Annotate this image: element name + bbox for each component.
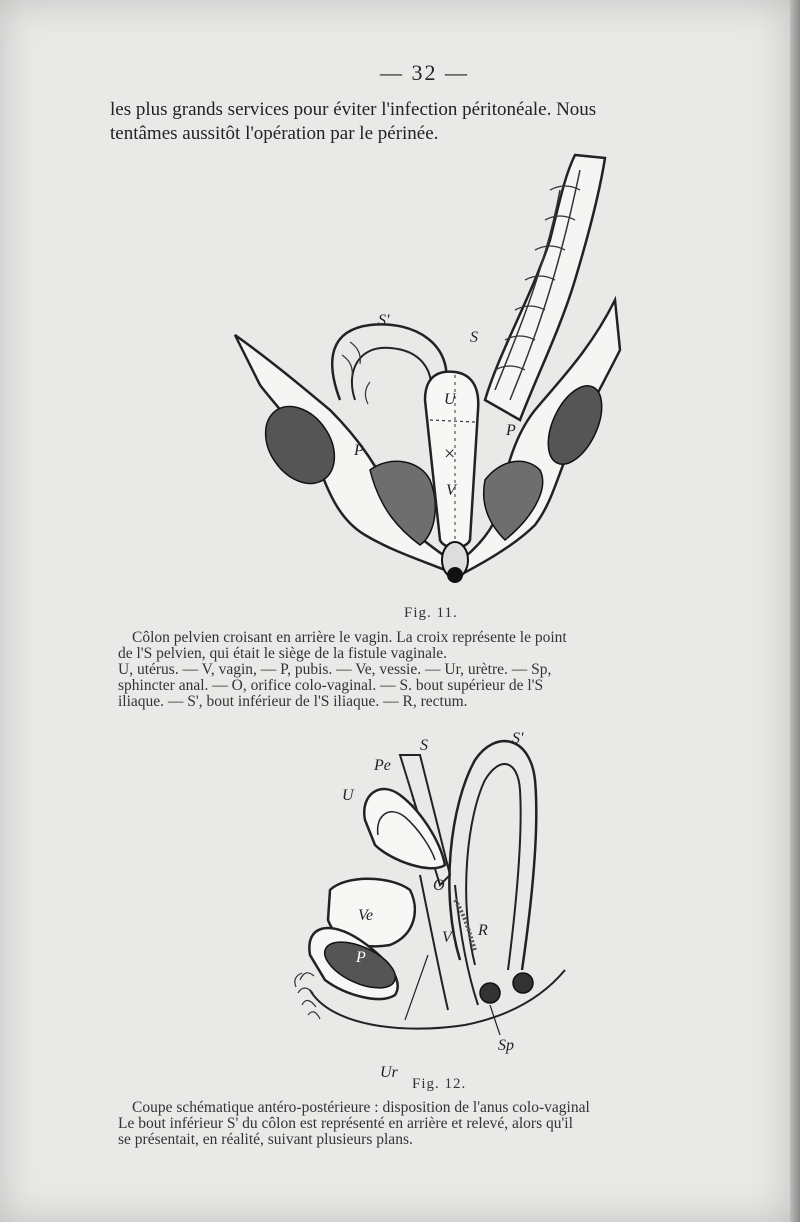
fig11-label-p-right: P — [506, 422, 516, 439]
fig11-caption-line-3: U, utérus. — V, vagin, — P, pubis. — Ve, vessie. — Ur, urètre. — Sp, — [118, 661, 552, 678]
figure-12-label: Fig. 12. — [412, 1076, 467, 1092]
fig11-label-v: V — [446, 482, 456, 499]
fig12-label-v: V — [442, 929, 452, 946]
fig12-caption-line-3: se présentait, en réalité, suivant plusieurs plans. — [118, 1131, 413, 1148]
intro-line-2: tentâmes aussitôt l'opération par le périnée. — [110, 123, 439, 144]
fig12-label-sp: Sp — [498, 1037, 514, 1054]
fig12-label-ur: Ur — [380, 1064, 398, 1081]
fig11-cross-mark: × — [444, 443, 456, 465]
fig12-label-u: U — [342, 787, 354, 804]
fig12-caption-line-2: Le bout inférieur S' du côlon est représenté en arrière et relevé, alors qu'il — [118, 1115, 573, 1132]
intro-line-1: les plus grands services pour éviter l'infection péritonéale. Nous — [110, 99, 597, 120]
fig12-label-p: P — [356, 949, 366, 966]
fig12-caption-line-1: Coupe schématique antéro-postérieure : disposition de l'anus colo-vaginal — [132, 1099, 590, 1116]
fig11-caption-line-2: de l'S pelvien, qui était le siège de la fistule vaginale. — [118, 645, 448, 662]
fig11-caption-line-4: sphincter anal. — O, orifice colo-vaginal. — S. bout supérieur de l'S — [118, 677, 544, 694]
fig12-label-pe: Pe — [374, 757, 391, 774]
fig12-label-r: R — [478, 922, 488, 939]
fig11-label-p-left: P — [354, 442, 364, 459]
fig11-label-s-prime: S' — [378, 312, 390, 329]
figure-12-illustration — [290, 725, 580, 1085]
figure-12-caption — [118, 1100, 736, 1148]
figure-11-illustration — [230, 150, 630, 600]
page-edge — [790, 0, 800, 1222]
fig12-label-s: S — [420, 737, 428, 754]
figure-11-caption — [118, 630, 732, 710]
figure-11-label: Fig. 11. — [404, 605, 458, 621]
fig11-label-u: U — [444, 391, 456, 408]
fig12-label-s-prime: S' — [512, 730, 524, 747]
fig12-label-ve: Ve — [358, 907, 374, 924]
fig12-label-o: O — [433, 877, 445, 894]
fig11-caption-line-5: iliaque. — S', bout inférieur de l'S iliaque. — R, rectum. — [118, 693, 468, 710]
page-number: — 32 — — [380, 60, 469, 85]
intro-paragraph — [110, 98, 730, 146]
fig11-label-s: S — [470, 329, 478, 346]
fig11-caption-line-1: Côlon pelvien croisant en arrière le vagin. La croix représente le point — [132, 629, 567, 646]
